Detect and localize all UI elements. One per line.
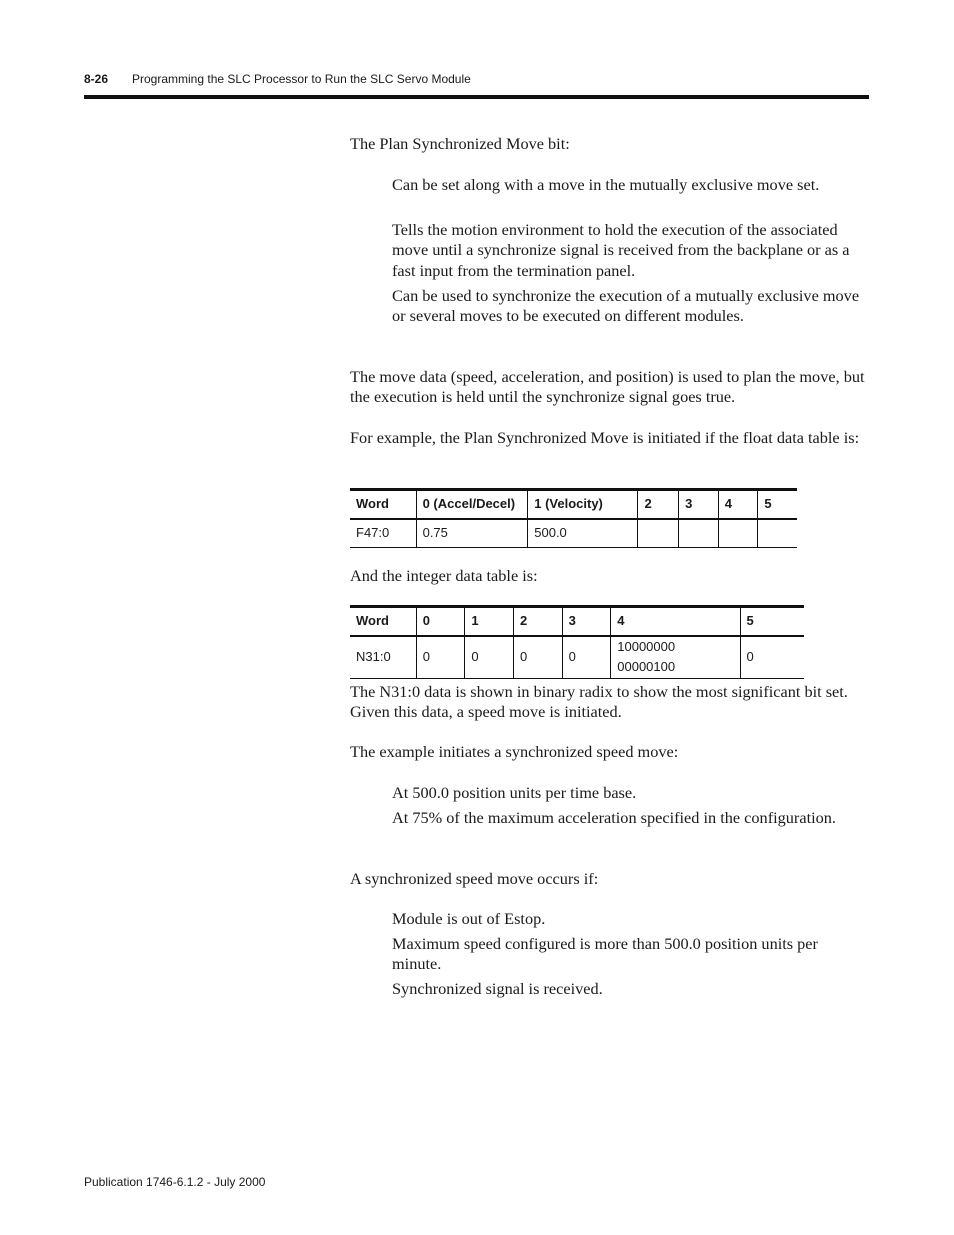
column-header: 5	[740, 607, 804, 637]
table-cell: 10000000 00000100	[611, 636, 740, 678]
bullet-item: Can be set along with a move in the mutually exclusive move set.	[392, 175, 820, 194]
bullet-item: Tells the motion environment to hold the execution of the associated move until a synchronize signal is received from the backplane or as a fast input from the termination panel.	[392, 220, 850, 280]
column-header: 3	[679, 490, 719, 520]
table-cell: 500.0	[528, 519, 638, 548]
integer-table-intro: And the integer data table is:	[350, 566, 538, 585]
table-header-row	[350, 607, 804, 637]
table-cell: 0	[416, 636, 465, 678]
column-header: 1	[465, 607, 514, 637]
page-number: 8-26	[84, 72, 109, 86]
column-header: 4	[611, 607, 740, 637]
table-cell	[758, 519, 797, 548]
column-header: 0	[416, 607, 465, 637]
column-header: Word	[350, 490, 416, 520]
table-cell: 0	[465, 636, 514, 678]
bullet-item: At 500.0 position units per time base.	[392, 783, 637, 802]
column-header: 2	[638, 490, 679, 520]
table-cell: 0	[740, 636, 804, 678]
table-cell	[718, 519, 758, 548]
table-row	[350, 636, 804, 678]
table-row	[350, 519, 797, 548]
table-cell	[679, 519, 719, 548]
column-header: Word	[350, 607, 416, 637]
table-cell: F47:0	[350, 519, 416, 548]
intro-paragraph: The Plan Synchronized Move bit:	[350, 134, 570, 153]
initiates-paragraph: The example initiates a synchronized speed move:	[350, 742, 679, 761]
example-paragraph: For example, the Plan Synchronized Move is initiated if the float data table is:	[350, 428, 860, 447]
table-cell: 0.75	[416, 519, 528, 548]
publication-footer: Publication 1746-6.1.2 - July 2000	[84, 1175, 266, 1189]
column-header: 2	[514, 607, 563, 637]
table-cell: 0	[562, 636, 611, 678]
table-cell: 0	[514, 636, 563, 678]
bullet-item: Maximum speed configured is more than 500.0 position units per minute.	[392, 934, 818, 974]
table-header-row	[350, 490, 797, 520]
column-header: 0 (Accel/Decel)	[416, 490, 528, 520]
bullet-item: Module is out of Estop.	[392, 909, 546, 928]
bullet-item: Synchronized signal is received.	[392, 979, 603, 998]
move-data-paragraph: The move data (speed, acceleration, and position) is used to plan the move, but the execution is held until the synchronize signal goes true.	[350, 367, 865, 407]
bullet-item: At 75% of the maximum acceleration specified in the configuration.	[392, 808, 836, 827]
chapter-title: Programming the SLC Processor to Run the SLC Servo Module	[132, 72, 471, 86]
table-cell	[638, 519, 679, 548]
column-header: 5	[758, 490, 797, 520]
bullet-item: Can be used to synchronize the execution of a mutually exclusive move or several moves to be executed on different modules.	[392, 286, 860, 326]
column-header: 3	[562, 607, 611, 637]
column-header: 1 (Velocity)	[528, 490, 638, 520]
float-data-table	[350, 488, 797, 548]
occurs-paragraph: A synchronized speed move occurs if:	[350, 869, 599, 888]
binary-paragraph: The N31:0 data is shown in binary radix to show the most significant bit set. Given this data, a speed move is initiated.	[350, 682, 848, 722]
column-header: 4	[718, 490, 758, 520]
table-cell: N31:0	[350, 636, 416, 678]
integer-data-table	[350, 605, 804, 679]
header-rule	[84, 95, 869, 99]
